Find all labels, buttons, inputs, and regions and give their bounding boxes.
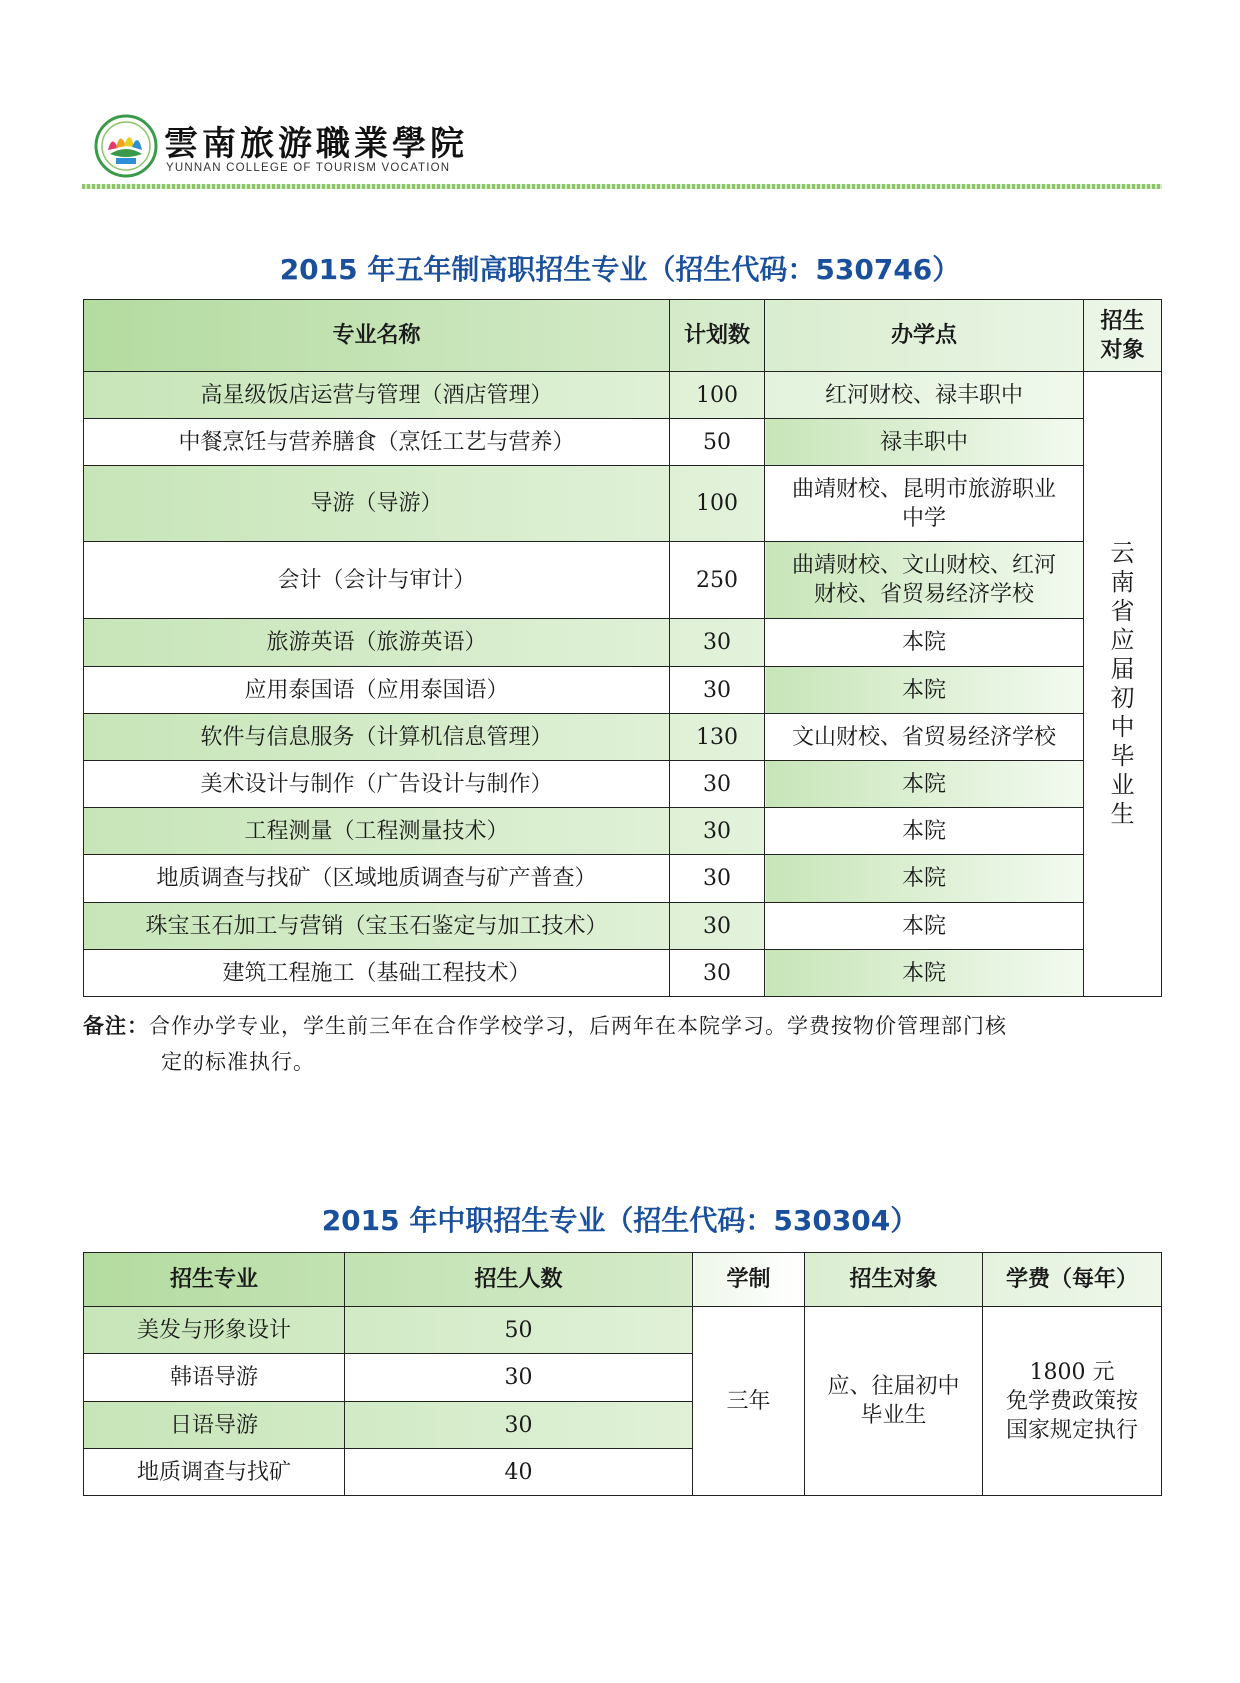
school-logo-icon [94, 114, 158, 178]
header-count: 招生人数 [345, 1253, 693, 1307]
table1-header-row [84, 300, 1162, 372]
target-char: 云 [1110, 539, 1135, 567]
target-char: 中 [1110, 713, 1135, 741]
cell-major: 应用泰国语（应用泰国语） [84, 667, 670, 714]
cell-site: 本院 [765, 761, 1084, 808]
cell-site: 禄丰职中 [765, 419, 1084, 466]
cell-site: 本院 [765, 808, 1084, 855]
target-char: 应 [1110, 626, 1135, 654]
cell-count: 30 [345, 1402, 693, 1449]
cell-site: 本院 [765, 903, 1084, 950]
cell-plan: 130 [670, 714, 765, 761]
table-row [84, 903, 1162, 950]
cell-target-line2: 毕业生 [860, 1403, 927, 1428]
cell-count: 40 [345, 1449, 693, 1496]
cell-site: 文山财校、省贸易经济学校 [765, 714, 1084, 761]
note-line2: 定的标准执行。 [161, 1050, 315, 1074]
cell-site [765, 542, 1084, 619]
cell-site-line1: 曲靖财校、文山财校、红河 [791, 553, 1056, 578]
cell-site: 本院 [765, 619, 1084, 667]
cell-site: 本院 [765, 667, 1084, 714]
school-name-en: YUNNAN COLLEGE OF TOURISM VOCATION [166, 162, 451, 174]
target-char: 毕 [1110, 742, 1135, 770]
cell-target-vertical [1084, 372, 1162, 997]
table2-title: 2015 年中职招生专业（招生代码：530304） [321, 1204, 919, 1237]
cell-plan: 30 [670, 950, 765, 997]
cell-fee-line3: 国家规定执行 [1005, 1417, 1138, 1443]
cell-plan: 30 [670, 619, 765, 667]
table-row [84, 542, 1162, 619]
cell-major: 珠宝玉石加工与营销（宝玉石鉴定与加工技术） [84, 903, 670, 950]
header-duration: 学制 [693, 1253, 805, 1307]
target-char: 省 [1110, 597, 1135, 625]
note-line1: 合作办学专业，学生前三年在合作学校学习，后两年在本院学习。学费按物价管理部门核 [149, 1014, 1007, 1038]
target-char: 届 [1110, 655, 1135, 683]
cell-major: 美术设计与制作（广告设计与制作） [84, 761, 670, 808]
cell-plan: 250 [670, 542, 765, 619]
table-row [84, 1307, 1162, 1354]
school-name-cn: 雲南旅游職業學院 [164, 124, 468, 164]
header-divider [82, 184, 1162, 189]
table-row [84, 950, 1162, 997]
table-row [84, 419, 1162, 466]
cell-target-line1: 应、往届初中 [827, 1374, 960, 1399]
header-major: 招生专业 [84, 1253, 345, 1307]
table-row [84, 372, 1162, 419]
header-target-line2: 对象 [1100, 337, 1145, 363]
cell-plan: 100 [670, 372, 765, 419]
cell-major: 旅游英语（旅游英语） [84, 619, 670, 667]
header-site: 办学点 [765, 300, 1084, 372]
cell-duration: 三年 [693, 1307, 805, 1496]
cell-fee [983, 1307, 1162, 1496]
table1-note [83, 1008, 1143, 1080]
cell-site-line2: 财校、省贸易经济学校 [813, 582, 1034, 607]
header-target-line1: 招生 [1100, 308, 1145, 334]
cell-site: 本院 [765, 950, 1084, 997]
cell-count: 50 [345, 1307, 693, 1354]
header-major: 专业名称 [84, 300, 670, 372]
table-row [84, 761, 1162, 808]
table1-title: 2015 年五年制高职招生专业（招生代码：530746） [279, 253, 961, 286]
cell-major: 韩语导游 [84, 1354, 345, 1402]
table-row [84, 714, 1162, 761]
cell-plan: 30 [670, 761, 765, 808]
header-target [1084, 300, 1162, 372]
target-char: 初 [1110, 684, 1135, 712]
cell-site-line1: 曲靖财校、昆明市旅游职业 [791, 476, 1056, 502]
cell-major: 中餐烹饪与营养膳食（烹饪工艺与营养） [84, 419, 670, 466]
cell-major: 日语导游 [84, 1402, 345, 1449]
cell-site [765, 466, 1084, 542]
header-fee: 学费（每年） [983, 1253, 1162, 1307]
cell-target [805, 1307, 983, 1496]
target-char: 南 [1110, 568, 1135, 596]
five-year-majors-table [83, 299, 1162, 997]
header-target: 招生对象 [805, 1253, 983, 1307]
cell-fee-line1: 1800 元 [1029, 1359, 1115, 1385]
cell-major: 美发与形象设计 [84, 1307, 345, 1354]
table-row [84, 619, 1162, 667]
table-row [84, 466, 1162, 542]
cell-plan: 30 [670, 667, 765, 714]
cell-major: 地质调查与找矿 [84, 1449, 345, 1496]
cell-major: 导游（导游） [84, 466, 670, 542]
cell-site: 本院 [765, 855, 1084, 903]
cell-plan: 100 [670, 466, 765, 542]
cell-site: 红河财校、禄丰职中 [765, 372, 1084, 419]
cell-major: 高星级饭店运营与管理（酒店管理） [84, 372, 670, 419]
target-char: 生 [1110, 800, 1135, 828]
table-row [84, 667, 1162, 714]
page-header [82, 100, 1162, 190]
target-char: 业 [1110, 771, 1135, 799]
table-row [84, 808, 1162, 855]
cell-fee-line2: 免学费政策按 [1005, 1388, 1138, 1414]
cell-plan: 30 [670, 855, 765, 903]
cell-major: 软件与信息服务（计算机信息管理） [84, 714, 670, 761]
note-label: 备注： [83, 1014, 149, 1038]
cell-major: 建筑工程施工（基础工程技术） [84, 950, 670, 997]
cell-major: 工程测量（工程测量技术） [84, 808, 670, 855]
cell-count: 30 [345, 1354, 693, 1402]
cell-site-line2: 中学 [901, 505, 946, 531]
cell-plan: 30 [670, 903, 765, 950]
header-plan: 计划数 [670, 300, 765, 372]
secondary-vocational-table [83, 1252, 1162, 1496]
cell-major: 地质调查与找矿（区域地质调查与矿产普查） [84, 855, 670, 903]
table2-header-row [84, 1253, 1162, 1307]
cell-plan: 50 [670, 419, 765, 466]
cell-plan: 30 [670, 808, 765, 855]
cell-major: 会计（会计与审计） [84, 542, 670, 619]
table-row [84, 855, 1162, 903]
